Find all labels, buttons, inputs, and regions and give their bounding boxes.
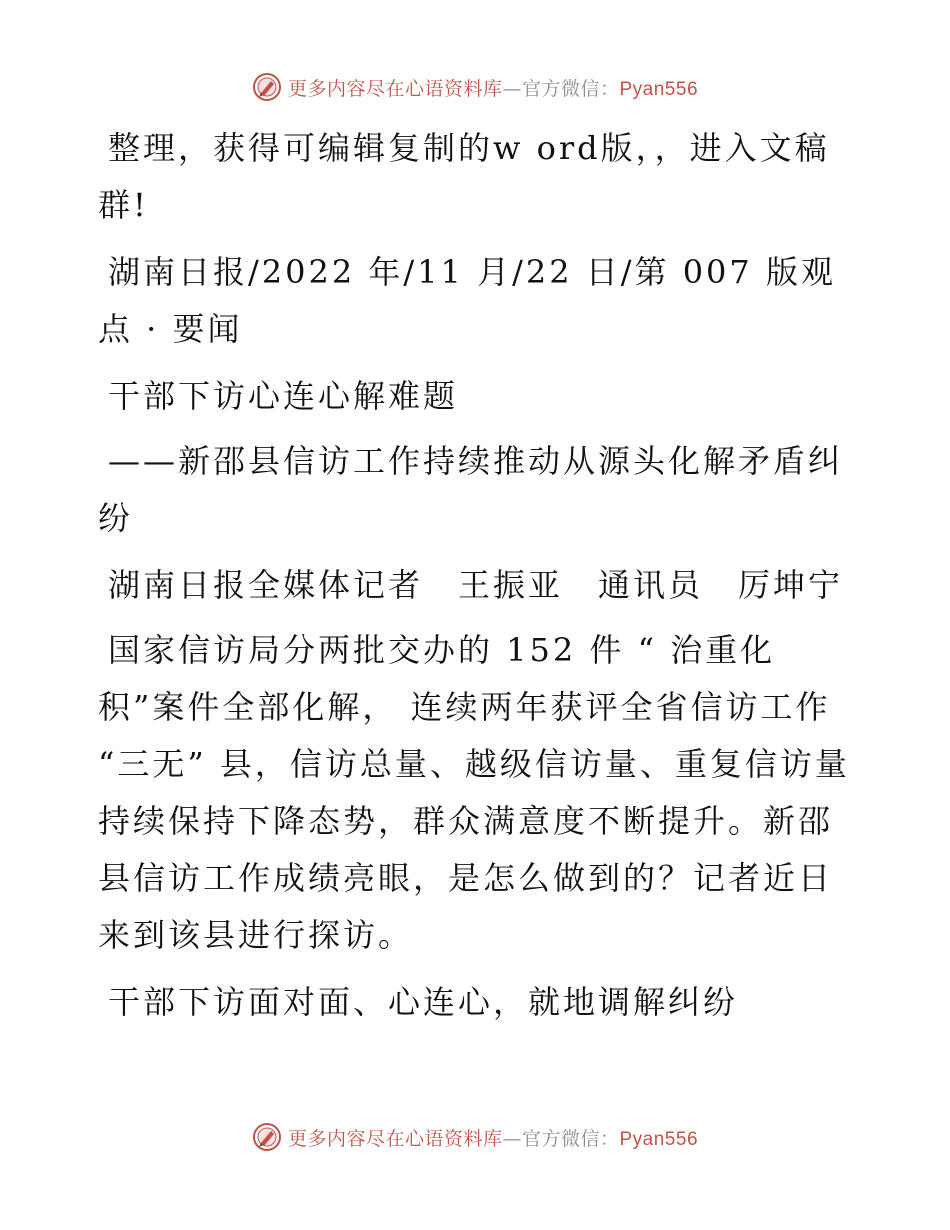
pen-nib-logo-icon	[252, 72, 282, 102]
watermark-header	[0, 72, 950, 102]
subtitle: ——新邵县信访工作持续推动从源头化解矛盾纠纷	[98, 442, 844, 537]
intro-paragraph: 整理，获得可编辑复制的w ord版，，进入文稿群!	[98, 129, 830, 224]
watermark-main-text: 更多内容尽在心语资料库	[287, 1127, 503, 1150]
pen-nib-logo-icon	[252, 1122, 282, 1152]
watermark-text	[288, 74, 698, 101]
watermark-separator: —	[502, 77, 522, 100]
watermark-separator: —	[502, 1127, 522, 1150]
watermark-main-text: 更多内容尽在心语资料库	[287, 77, 503, 100]
lead-paragraph: 国家信访局分两批交办的 152 件 “ 治重化积”案件全部化解， 连续两年获评全省信访工作 “三无” 县，信访总量、越级信访量、重复信访量持续保持下降态势，群众满意度不断提升。新邵县信访工作成绩亮眼，是怎么做到的？记者近日来到该县进行探访。	[98, 631, 850, 954]
byline: 湖南日报全媒体记者 王振亚 通讯员 厉坤宁	[108, 566, 844, 604]
source-line: 湖南日报/2022 年/11 月/22 日/第 007 版观点 · 要闻	[98, 253, 836, 348]
watermark-handle: Pyan556	[619, 1128, 699, 1150]
watermark-handle: Pyan556	[619, 78, 699, 100]
watermark-footer	[0, 1122, 950, 1152]
section-heading: 干部下访面对面、心连心，就地调解纠纷	[108, 983, 739, 1021]
watermark-wechat-label: 官方微信：	[521, 1127, 620, 1150]
watermark-text	[288, 1124, 698, 1151]
watermark-wechat-label: 官方微信：	[521, 77, 620, 100]
document-body	[98, 120, 858, 1041]
headline: 干部下访心连心解难题	[108, 377, 459, 415]
